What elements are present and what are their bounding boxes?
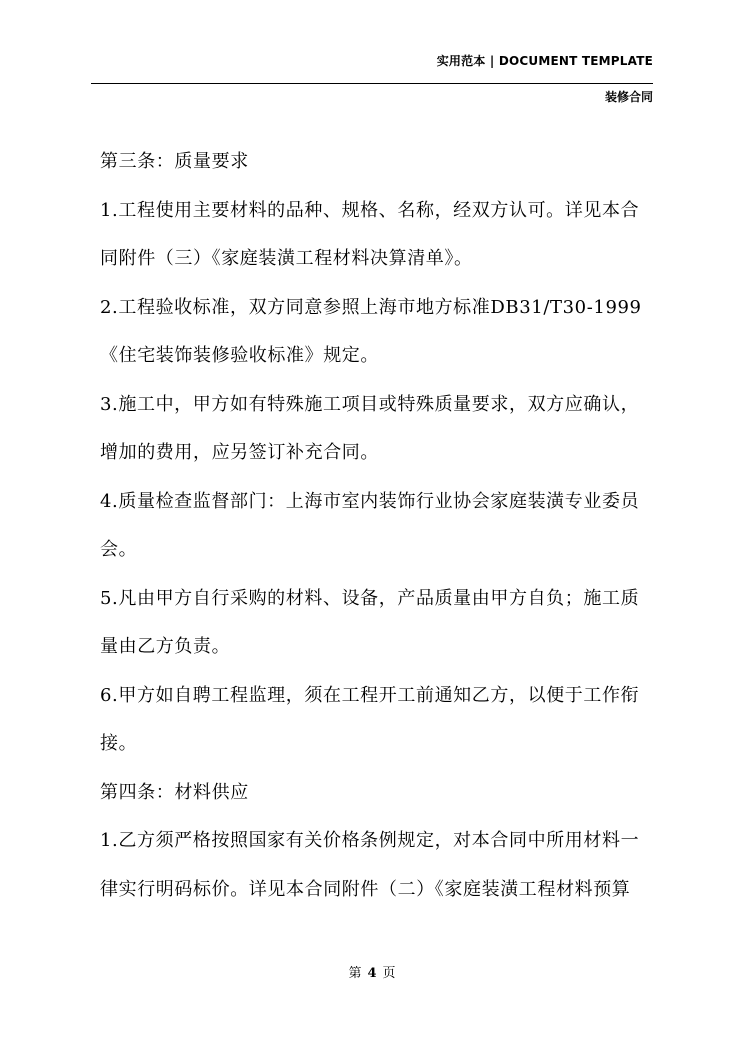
page-number <box>0 962 744 981</box>
page-suffix: 页 <box>382 966 396 981</box>
paragraph: 2.工程验收标准，双方同意参照上海市地方标准DB31/T30-1999《住宅装饰装修验收标准》规定。 <box>100 296 642 366</box>
header-divider <box>91 83 653 84</box>
page-number-value: 4 <box>367 966 377 981</box>
paragraph: 5.凡由甲方自行采购的材料、设备，产品质量由甲方自负；施工质量由乙方负责。 <box>100 587 640 657</box>
paragraph: 1.工程使用主要材料的品种、规格、名称，经双方认可。详见本合同附件（三）《家庭装潢工程材料决算清单》。 <box>100 199 640 269</box>
header-subtitle: 装修合同 <box>604 90 653 104</box>
page-prefix: 第 <box>348 966 362 981</box>
paragraph: 6.甲方如自聘工程监理，须在工程开工前通知乙方，以便于工作衔接。 <box>100 684 640 754</box>
header-label: 实用范本 | DOCUMENT TEMPLATE <box>436 54 653 68</box>
paragraph: 3.施工中，甲方如有特殊施工项目或特殊质量要求，双方应确认，增加的费用，应另签订补充合同。 <box>100 393 640 463</box>
section-heading: 第四条：材料供应 <box>100 781 249 803</box>
paragraph: 4.质量检查监督部门：上海市室内装饰行业协会家庭装潢专业委员会。 <box>100 490 640 560</box>
document-body <box>100 138 656 914</box>
section-heading: 第三条：质量要求 <box>100 151 249 172</box>
paragraph: 1.乙方须严格按照国家有关价格条例规定，对本合同中所用材料一律实行明码标价。详见本合同附件（二）《家庭装潢工程材料预算 <box>100 830 640 900</box>
